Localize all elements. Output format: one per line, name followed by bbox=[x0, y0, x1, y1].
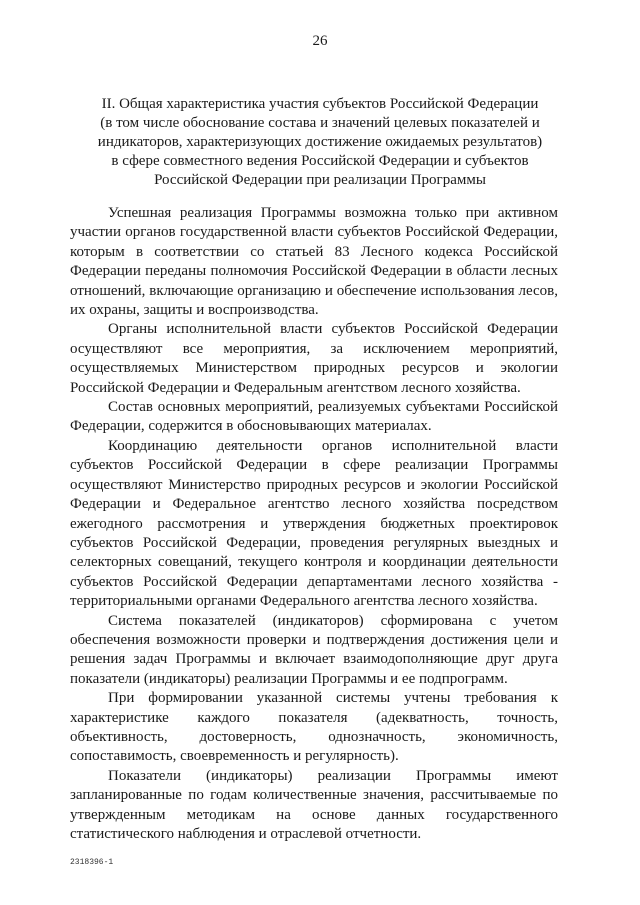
document-code: 2318396-1 bbox=[70, 858, 114, 867]
document-body bbox=[70, 204, 558, 844]
paragraph: Координацию деятельности органов исполнительной власти субъектов Российской Федерации в сфере реализации Программы осуществляют Министерство природных ресурсов и экологии Российской Федерации и Федеральное агентство лесного хозяйства посредством ежегодного рассмотрения и утверждения бюджетных проектировок субъектов Российской Федерации, проведения регулярных выездных и селекторных совещаний, текущего контроля и координации деятельности субъектов Российской Федерации департаментами лесного хозяйства - территориальными органами Федерального агентства лесного хозяйства. bbox=[70, 437, 558, 610]
paragraph: Состав основных мероприятий, реализуемых субъектами Российской Федерации, содержится в обосновывающих материалах. bbox=[70, 399, 558, 435]
paragraph: Показатели (индикаторы) реализации Программы имеют запланированные по годам количественные значения, рассчитываемые по утвержденным методикам на основе данных государственного статистического наблюдения и отраслевой отчетности. bbox=[70, 767, 558, 842]
paragraph: Органы исполнительной власти субъектов Российской Федерации осуществляют все мероприятия, за исключением мероприятий, осуществляемых Министерством природных ресурсов и экологии Российской Федерации и Федеральным агентством лесного хозяйства. bbox=[70, 321, 558, 396]
heading-line: индикаторов, характеризующих достижение ожидаемых результатов) bbox=[97, 134, 543, 150]
paragraph: Система показателей (индикаторов) сформирована с учетом обеспечения возможности проверки и подтверждения достижения цели и решения задач Программы и включает взаимодополняющие друг друга показатели (индикаторы) реализации Программы и ее подпрограмм. bbox=[70, 612, 558, 687]
heading-line: в сфере совместного ведения Российской Федерации и субъектов bbox=[111, 153, 529, 169]
section-heading bbox=[70, 95, 570, 190]
paragraph: Успешная реализация Программы возможна только при активном участии органов государственной власти субъектов Российской Федерации, которым в соответствии со статьей 83 Лесного кодекса Российской Федерации переданы полномочия Российской Федерации в области лесных отношений, включающие организацию и обеспечение использования лесов, их охраны, защиты и воспроизводства. bbox=[70, 205, 558, 319]
heading-line: II. Общая характеристика участия субъектов Российской Федерации bbox=[101, 96, 539, 112]
paragraph: При формировании указанной системы учтены требования к характеристике каждого показателя (адекватность, точность, объективность, достоверность, однозначность, экономичность, сопоставимость, своевременность и регулярность). bbox=[70, 690, 558, 765]
page-number: 26 bbox=[312, 33, 328, 49]
heading-line: Российской Федерации при реализации Программы bbox=[154, 172, 486, 188]
heading-line: (в том числе обоснование состава и значений целевых показателей и bbox=[100, 115, 540, 131]
